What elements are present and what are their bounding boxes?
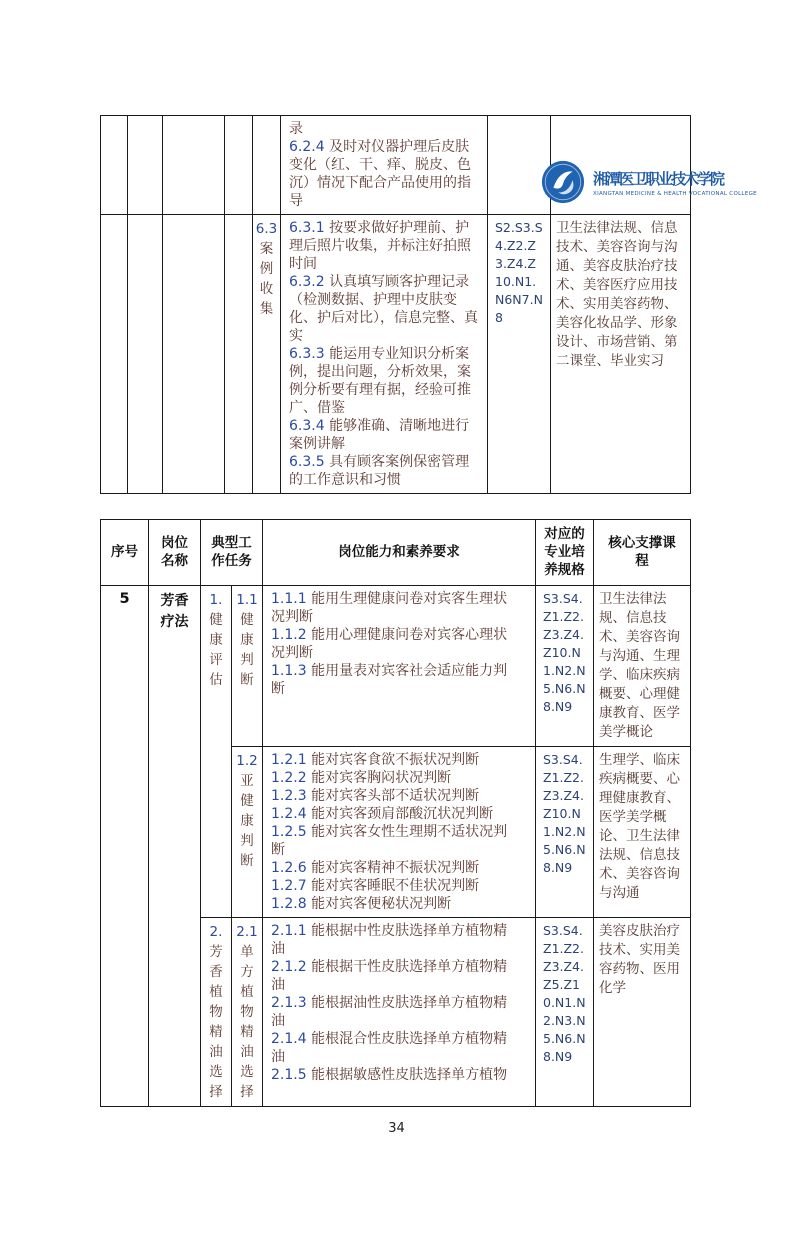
item-text: 健康评估 (209, 611, 223, 688)
document-page (0, 115, 793, 1237)
item-number: 6.3.1 (289, 220, 330, 236)
item-number: 2.1.5 (271, 1066, 312, 1083)
item-number: 1.2.5 (271, 823, 312, 840)
specs-cell: S3.S4.Z1.Z2.Z3.Z4.Z10.N1.N2.N5.N6.N8.N9 (536, 746, 594, 917)
item-text: 能对宾客睡眠不佳状况判断 (311, 877, 480, 894)
item-number: 6.3.5 (289, 454, 330, 470)
text-item: 录 (289, 121, 303, 137)
item-text: 能对宾客胸闷状况判断 (311, 769, 452, 786)
item-text: 能根据油性皮肤选择单方植物精油 (271, 994, 508, 1029)
item-text: 具有顾客案例保密管理的工作意识和习惯 (289, 454, 470, 488)
item-number: 2.1.1 (271, 922, 312, 939)
post-name-cell: 芳香疗法 (149, 585, 201, 1106)
item-text: 及时对仪器护理后皮肤变化（红、干、痒、脱皮、色沉）情况下配合产品使用的指导 (289, 139, 471, 209)
text-item (271, 1066, 515, 1084)
item-number: 1.1.1 (271, 590, 312, 607)
column-header-specs: 对应的专业培养规格 (536, 520, 594, 586)
item-number: 1.2.6 (271, 859, 312, 876)
item-number: 6.3.2 (289, 274, 330, 290)
ability-cell (281, 116, 488, 215)
task-level2-cell (232, 585, 263, 746)
ability-cell (263, 585, 536, 746)
item-number: 6.3.4 (289, 418, 330, 434)
item-number: 1.1.3 (271, 662, 312, 679)
post-5-aromatherapy-table (100, 519, 691, 1107)
ability-cell (263, 746, 536, 917)
empty-cell (225, 116, 253, 215)
item-text: 单方植物精油选择 (240, 943, 254, 1100)
column-header-task: 典型工作任务 (201, 520, 263, 586)
table-row (101, 215, 691, 494)
text-item (289, 417, 479, 453)
specs-cell: S3.S4.Z1.Z2.Z3.Z4.Z5.Z10.N1.N2.N3.N5.N6.N8.N9 (536, 917, 594, 1106)
item-text: 能够准确、清晰地进行案例讲解 (289, 418, 470, 452)
item-text: 认真填写顾客护理记录（检测数据、护理中皮肤变化、护后对比），信息完整、真实 (289, 274, 478, 344)
ability-cell (263, 917, 536, 1106)
column-header-courses: 核心支撑课程 (594, 520, 691, 586)
text-item (271, 958, 515, 994)
item-text: 能用生理健康问卷对宾客生理状况判断 (271, 590, 508, 625)
item-number: 1.2.2 (271, 769, 312, 786)
item-number: 1.2.7 (271, 877, 312, 894)
task-level2-cell (232, 746, 263, 917)
item-number: 1.2.3 (271, 787, 312, 804)
college-name-english: XIANGTAN MEDICINE & HEALTH VOCATIONAL COLLEGE (593, 190, 757, 197)
item-number: 2.1.4 (271, 1030, 312, 1047)
text-item (271, 626, 515, 662)
table-header-row (101, 520, 691, 586)
text-item (271, 877, 515, 895)
item-number: 2.1 (236, 923, 258, 940)
item-text: 能对宾客女性生理期不适状况判断 (271, 823, 508, 858)
item-text: 能对宾客食欲不振状况判断 (311, 751, 480, 768)
college-emblem-icon (540, 159, 586, 205)
item-number: 2.1.3 (271, 994, 312, 1011)
item-number: 1.1.2 (271, 626, 312, 643)
item-text: 案例收集 (259, 241, 274, 317)
task-level1-cell (201, 917, 232, 1106)
item-text: 能根据干性皮肤选择单方植物精油 (271, 958, 508, 993)
task-level2-cell (232, 917, 263, 1106)
courses-cell: 卫生法律法规、信息技术、美容咨询与沟通、美容皮肤治疗技术、美容医疗应用技术、实用美容药物、美容化妆品学、形象设计、市场营销、第二课堂、毕业实习 (551, 215, 691, 494)
item-text: 芳香植物精油选择 (209, 943, 223, 1100)
item-text: 按要求做好护理前、护理后照片收集，并标注好拍照时间 (289, 220, 471, 272)
item-number: 6.3.3 (289, 346, 330, 362)
text-item (271, 805, 515, 823)
specs-cell: S2.S3.S4.Z2.Z3.Z4.Z10.N1.N6N7.N8 (488, 215, 551, 494)
college-name-chinese: 湘潭医卫职业技术学院 (593, 169, 724, 188)
courses-cell: 卫生法律法规、信息技术、美容咨询与沟通、生理学、临床疾病概要、心理健康教育、医学美学概论 (594, 585, 691, 746)
column-header-ability: 岗位能力和素养要求 (263, 520, 536, 586)
item-text: 能根混合性皮肤选择单方植物精油 (271, 1030, 508, 1065)
text-item (271, 769, 515, 787)
item-number: 1.2.4 (271, 805, 312, 822)
empty-cell (101, 215, 128, 494)
text-item (289, 345, 479, 417)
text-item (271, 590, 515, 626)
item-text: 能用量表对宾客社会适应能力判断 (271, 662, 508, 697)
text-item (289, 453, 479, 489)
empty-cell (163, 116, 225, 215)
column-header-post-name: 岗位名称 (149, 520, 201, 586)
item-text: 能对宾客头部不适状况判断 (311, 787, 480, 804)
item-number: 2.1.2 (271, 958, 312, 975)
text-item (271, 859, 515, 877)
item-text: 能用心理健康问卷对宾客心理状况判断 (271, 626, 508, 661)
empty-cell (253, 116, 281, 215)
item-text: 亚健康判断 (240, 772, 254, 869)
item-number: 6.2.4 (289, 139, 330, 155)
page-number: 34 (388, 1120, 405, 1136)
text-item (271, 751, 515, 769)
item-text: 能运用专业知识分析案例，提出问题，分析效果，案例分析要有理有据，经验可推广、借鉴 (289, 346, 471, 416)
college-wordmark (593, 168, 757, 197)
empty-cell (128, 215, 163, 494)
item-number: 1.2.1 (271, 751, 312, 768)
item-number: 6.3 (255, 221, 278, 237)
text-item (271, 1030, 515, 1066)
item-number: 1.2 (236, 752, 258, 769)
text-item (289, 219, 479, 273)
item-text: 能对宾客便秘状况判断 (311, 895, 452, 912)
courses-cell: 美容皮肤治疗技术、实用美容药物、医用化学 (594, 917, 691, 1106)
item-number: 2. (209, 923, 223, 940)
text-item (271, 662, 515, 698)
table-row (101, 585, 691, 746)
item-number: 1. (209, 591, 223, 608)
item-text: 能对宾客颈肩部酸沉状况判断 (311, 805, 494, 822)
item-text: 能根据敏感性皮肤选择单方植物 (311, 1066, 508, 1083)
task-level1-cell (201, 585, 232, 917)
item-text: 能根据中性皮肤选择单方植物精油 (271, 922, 508, 957)
column-header-index: 序号 (101, 520, 149, 586)
ability-cell (281, 215, 488, 494)
text-item (271, 895, 515, 913)
text-item (271, 787, 515, 805)
item-text: 健康判断 (240, 611, 254, 688)
text-item (289, 138, 479, 210)
empty-cell (128, 116, 163, 215)
text-item (271, 823, 515, 859)
text-item (289, 273, 479, 345)
item-number: 1.1 (236, 591, 258, 608)
courses-cell: 生理学、临床疾病概要、心理健康教育、医学美学概论、卫生法律法规、信息技术、美容咨询与沟通 (594, 746, 691, 917)
empty-cell (225, 215, 253, 494)
specs-cell: S3.S4.Z1.Z2.Z3.Z4.Z10.N1.N2.N5.N6.N8.N9 (536, 585, 594, 746)
row-index-cell: 5 (101, 585, 149, 1106)
text-item (271, 922, 515, 958)
item-number: 1.2.8 (271, 895, 312, 912)
text-item (271, 994, 515, 1030)
empty-cell (163, 215, 225, 494)
college-logo (540, 159, 757, 205)
empty-cell (101, 116, 128, 215)
task-label-cell (253, 215, 281, 494)
item-text: 能对宾客精神不振状况判断 (311, 859, 480, 876)
